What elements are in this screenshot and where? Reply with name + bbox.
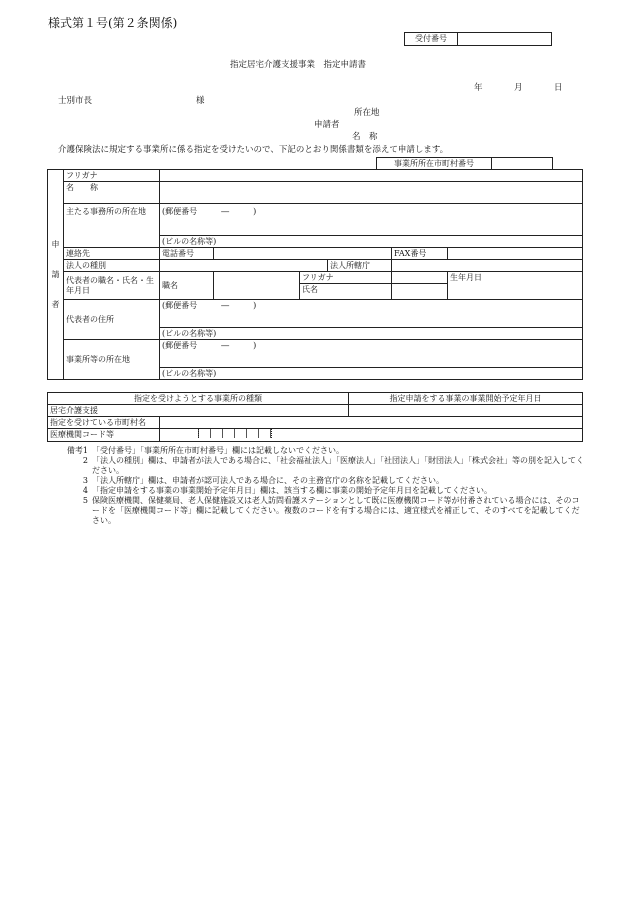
furigana-field[interactable] — [160, 170, 583, 182]
note-text: 「法人の種別」欄は、申請者が法人である場合に、「社会福祉法人」「医療法人」「社団法人」「財団法人」「株式会社」等の別を記入してください。 — [92, 456, 584, 475]
medical-code-digit-boxes — [198, 429, 272, 438]
designated-municipality-field[interactable] — [160, 417, 583, 429]
side-char-1: 申 — [51, 239, 60, 249]
addressee-name: 士別市長 — [58, 96, 93, 106]
side-char-2: 請 — [51, 269, 60, 279]
main-office-postal-field[interactable]: (郵便番号 ― ) — [160, 204, 583, 236]
date-month: 月 — [514, 83, 523, 93]
date-day: 日 — [554, 83, 563, 93]
corp-authority-field[interactable] — [392, 260, 583, 272]
job-title-label: 職名 — [160, 272, 214, 300]
service-name-cell: 居宅介護支援 — [48, 405, 349, 417]
office-postal-field[interactable]: (郵便番号 ― ) — [160, 340, 583, 368]
office-building-field[interactable]: (ビルの名称等) — [160, 368, 583, 380]
note-item — [64, 446, 584, 456]
intro-text: 介護保険法に規定する事業所に係る指定を受けたいので、下記のとおり関係書類を添えて申請します。 — [58, 145, 449, 155]
corp-type-field[interactable] — [160, 260, 328, 272]
medical-code-field[interactable] — [160, 429, 583, 442]
contact-label: 連絡先 — [64, 248, 160, 260]
service-table — [47, 392, 583, 442]
note-item — [64, 456, 584, 476]
main-office-address-label: 主たる事務所の所在地 — [64, 204, 160, 248]
rep-name-label: 氏名 — [300, 284, 392, 300]
reception-box — [404, 32, 552, 46]
applicant-side-label — [48, 170, 64, 380]
rep-title-name-dob-label: 代表者の職名・氏名・生年月日 — [64, 272, 160, 300]
note-text: 「法人所轄庁」欄は、申請者が認可法人である場合に、その主務官庁の名称を記載してください。 — [92, 476, 444, 485]
date-year: 年 — [474, 83, 483, 93]
job-title-field[interactable] — [214, 272, 300, 300]
applicant-name-label: 名 称 — [352, 132, 378, 142]
dob-label: 生年月日 — [448, 272, 583, 300]
corp-type-label: 法人の種別 — [64, 260, 160, 272]
designated-municipality-label: 指定を受けている市町村名 — [48, 417, 160, 429]
service-type-header: 指定を受けようとする事業所の種類 — [48, 393, 349, 405]
name-field[interactable] — [160, 182, 583, 204]
notes-heading: 備考 — [66, 446, 83, 455]
side-char-3: 者 — [51, 299, 60, 309]
reception-number-field[interactable] — [458, 33, 552, 46]
rep-address-label: 代表者の住所 — [64, 300, 160, 340]
phone-label: 電話番号 — [160, 248, 214, 260]
municipality-code-label: 事業所所在市町村番号 — [377, 158, 492, 170]
rep-postal-field[interactable]: (郵便番号 ― ) — [160, 300, 583, 328]
rep-building-field[interactable]: (ビルの名称等) — [160, 328, 583, 340]
note-item — [64, 476, 584, 486]
note-text: 「受付番号」「事業所所在市町村番号」欄には記載しないでください。 — [92, 446, 344, 455]
note-number: 4 — [82, 486, 88, 495]
municipality-code-field[interactable] — [492, 158, 553, 170]
furigana-label: フリガナ — [64, 170, 160, 182]
fax-field[interactable] — [448, 248, 583, 260]
note-number: 3 — [82, 476, 88, 485]
note-number: 5 — [82, 496, 88, 505]
name-label: 名 称 — [64, 182, 160, 204]
applicant-address-label: 所在地 — [354, 108, 380, 118]
applicant-table — [47, 169, 583, 380]
note-text: 保険医療機関、保健薬局、老人保健施設又は老人訪問看護ステーションとして既に医療機関コード等が付番されている場合には、そのコードを「医療機関コード等」欄に記載してください。複数のコードを有する場合には、適宜様式を補正して、そのすべてを記載してください。 — [92, 496, 580, 525]
addressee-honorific: 様 — [196, 96, 205, 106]
corp-authority-label: 法人所轄庁 — [328, 260, 392, 272]
rep-name-field[interactable] — [392, 284, 448, 300]
service-start-field[interactable] — [349, 405, 583, 417]
document-title: 指定居宅介護支援事業 指定申請書 — [230, 60, 367, 70]
main-office-building-field[interactable]: (ビルの名称等) — [160, 236, 583, 248]
rep-furigana-label: フリガナ — [300, 272, 392, 284]
note-item — [64, 486, 584, 496]
phone-field[interactable] — [214, 248, 392, 260]
notes-section — [64, 446, 584, 526]
medical-code-label: 医療機関コード等 — [48, 429, 160, 442]
office-address-label: 事業所等の所在地 — [64, 340, 160, 380]
rep-furigana-field[interactable] — [392, 272, 448, 284]
form-number: 様式第１号(第２条関係) — [48, 16, 178, 30]
applicant-label: 申請者 — [314, 120, 340, 130]
reception-label: 受付番号 — [405, 33, 458, 46]
note-text: 「指定申請をする事業の事業開始予定年月日」欄は、該当する欄に事業の開始予定年月日を記載してください。 — [92, 486, 492, 495]
fax-label: FAX番号 — [392, 248, 448, 260]
note-item — [64, 496, 584, 526]
note-number: 2 — [82, 456, 88, 465]
note-number: 1 — [82, 446, 88, 455]
service-start-header: 指定申請をする事業の事業開始予定年月日 — [349, 393, 583, 405]
